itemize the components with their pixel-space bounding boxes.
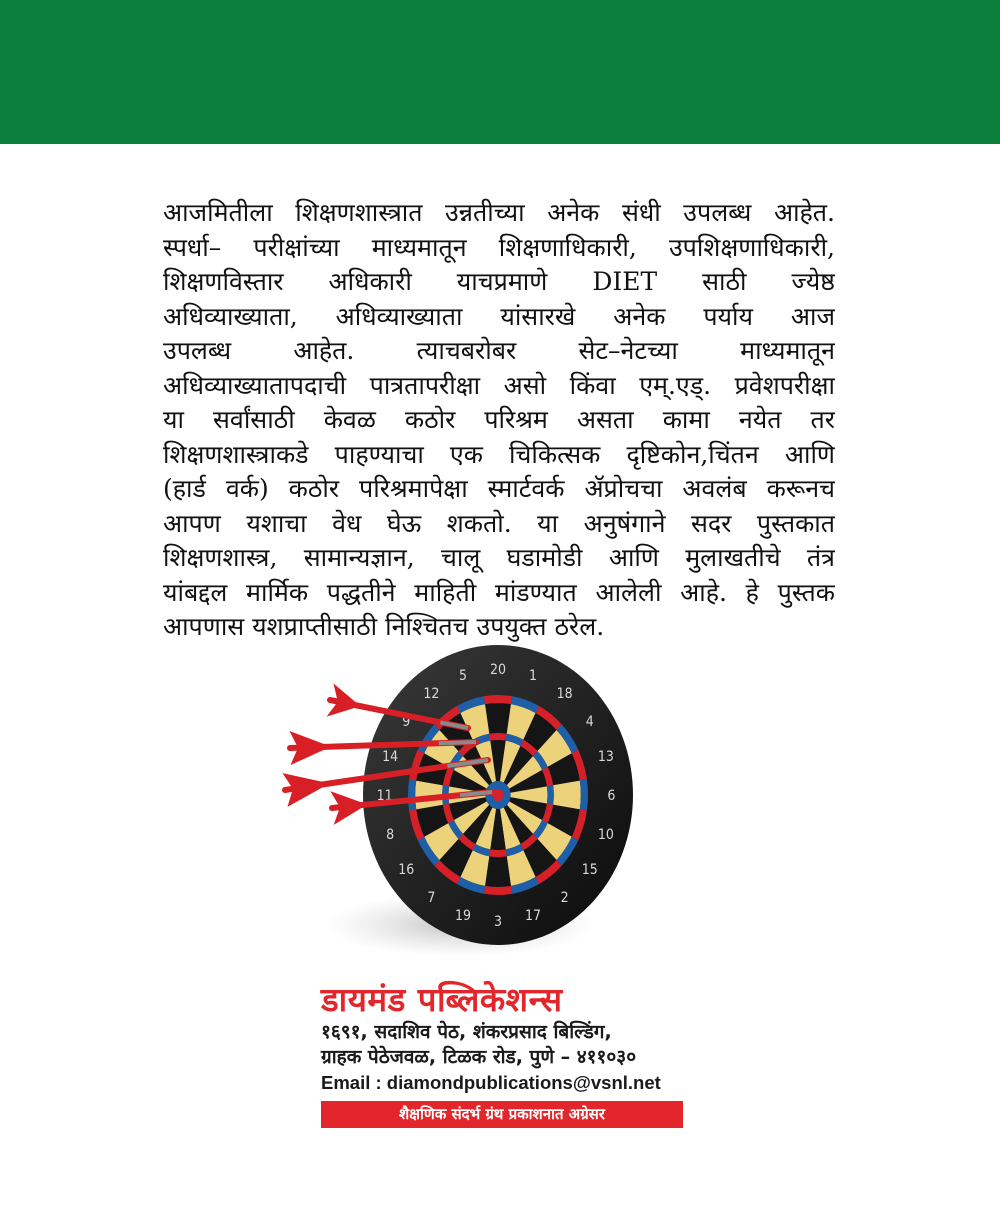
board-segment [553, 781, 581, 810]
board-number: 4 [585, 714, 594, 731]
board-segment [485, 703, 511, 734]
board-number: 13 [597, 749, 614, 766]
dartboard-illustration [260, 640, 680, 970]
blurb-line: अधिव्याख्यातापदाची पात्रतापरीक्षा असो किंवा एम्.एड्. प्रवेशपरीक्षा [163, 370, 835, 400]
publisher-address-line2: ग्राहक पेठेजवळ, टिळक रोड, पुणे – ४११०३० [321, 1046, 637, 1068]
publisher-address-line1: १६९१, सदाशिव पेठ, शंकरप्रसाद बिल्डिंग, [321, 1021, 612, 1043]
board-number: 14 [382, 749, 399, 766]
board-number: 20 [489, 662, 507, 679]
board-number: 9 [402, 714, 411, 731]
double-ring-segment [408, 779, 416, 810]
publisher-tagline: शैक्षणिक संदर्भ ग्रंथ प्रकाशनात अग्रेसर [321, 1101, 683, 1128]
double-ring-segment [580, 779, 588, 810]
board-number: 10 [597, 827, 614, 844]
treble-ring-segment [489, 733, 506, 741]
blurb-line: (हार्ड वर्क) कठोर परिश्रमापेक्षा स्मार्टवर्क ॲप्रोचचा अवलंब करूनच [163, 474, 835, 503]
blurb-line: अधिव्याख्याता, अधिव्याख्याता यांसारखे अनेक पर्याय आज [163, 301, 835, 331]
board-number: 15 [581, 862, 598, 879]
blurb-line: आपणास यशप्राप्तीसाठी निश्चितच उपयुक्त ठरेल. [163, 612, 605, 641]
publisher-name: डायमंड पब्लिकेशन्स [321, 980, 563, 1019]
dartboard [363, 645, 633, 945]
blurb-line: शिक्षणविस्तार अधिकारी याचप्रमाणे DIET साठी ज्येष्ठ [163, 267, 835, 296]
double-ring-segment [484, 886, 512, 895]
double-ring-segment [484, 695, 512, 704]
board-number: 11 [376, 788, 393, 805]
board-number: 19 [454, 908, 471, 925]
board-number: 1 [529, 668, 538, 685]
blurb-line: आपण यशाचा वेध घेऊ शकतो. या अनुषंगाने सदर पुस्तकात [163, 508, 835, 538]
board-number: 3 [493, 914, 503, 931]
blurb-line: शिक्षणशास्त्र, सामान्यज्ञान, चालू घडामोडी आणि मुलाखतीचे तंत्र [163, 543, 835, 572]
board-number: 17 [525, 908, 542, 925]
board-number: 8 [386, 827, 395, 844]
publisher-block [321, 980, 693, 1128]
back-cover-blurb [163, 196, 835, 645]
dart-barrel [439, 742, 476, 743]
board-number: 18 [556, 686, 573, 703]
blurb-line: यांबद्दल मार्मिक पद्धतीने माहिती मांडण्यात आलेली आहे. हे पुस्तक [163, 577, 835, 607]
board-number: 6 [607, 788, 616, 805]
board-number: 16 [398, 862, 415, 879]
board-number: 2 [560, 890, 569, 907]
treble-ring-segment [547, 785, 554, 804]
board-segment [485, 856, 511, 887]
board-number: 12 [423, 686, 440, 703]
publisher-email: Email : diamondpublications@vsnl.net [321, 1072, 661, 1093]
board-number: 5 [458, 668, 467, 685]
blurb-line: शिक्षणशास्त्राकडे पाहण्याचा एक चिकित्सक दृष्टिकोन,चिंतन आणि [163, 439, 835, 469]
blurb-line: आजमितीला शिक्षणशास्त्रात उन्नतीच्या अनेक संधी उपलब्ध आहेत. [163, 198, 835, 227]
top-green-band [0, 0, 1000, 144]
board-number: 7 [427, 890, 436, 907]
treble-ring-segment [489, 849, 506, 857]
blurb-line: या सर्वांसाठी केवळ कठोर परिश्रम असता कामा नयेत तर [163, 405, 835, 434]
blurb-line: उपलब्ध आहेत. त्याचबरोबर सेट–नेटच्या माध्यमातून [163, 336, 835, 365]
blurb-line: स्पर्धा– परीक्षांच्या माध्यमातून शिक्षणाधिकारी, उपशिक्षणाधिकारी, [163, 232, 835, 262]
